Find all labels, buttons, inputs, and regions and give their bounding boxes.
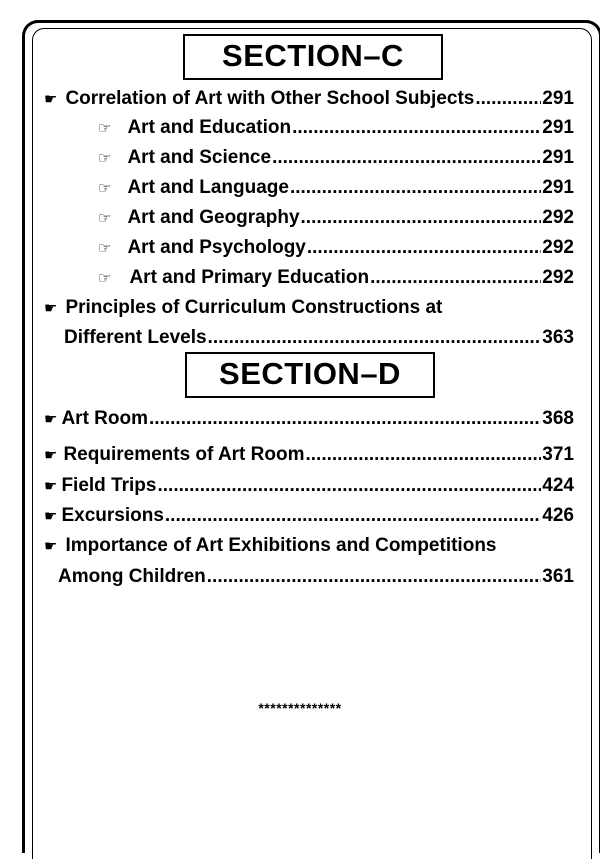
pointing-hand-solid-icon: ☛ (44, 477, 58, 495)
toc-entry-art-room[interactable]: ☛ Art Room ..... 368 (44, 406, 574, 432)
pointing-hand-outline-icon: ☞ (98, 239, 112, 257)
toc-entry-art-geography[interactable]: ☞ Art and Geography ..... 292 (98, 205, 574, 231)
leader-dots (208, 327, 542, 349)
section-c-heading: SECTION–C (183, 34, 443, 80)
toc-entry-exhibitions-line2[interactable]: Among Children ..... 361 (58, 564, 574, 590)
toc-entry-exhibitions-line1[interactable]: ☛ Importance of Art Exhibitions and Competitions (44, 535, 497, 556)
pointing-hand-outline-icon: ☞ (98, 149, 112, 167)
toc-entry-curriculum-line1[interactable]: ☛ Principles of Curriculum Constructions at (44, 297, 443, 318)
section-d-heading: SECTION–D (185, 352, 435, 398)
leader-dots (149, 408, 541, 430)
toc-entry-requirements[interactable]: ☛ Requirements of Art Room ..... 371 (44, 442, 574, 468)
pointing-hand-solid-icon: ☛ (44, 90, 58, 108)
leader-dots (165, 505, 541, 527)
leader-dots (207, 566, 542, 588)
pointing-hand-solid-icon: ☛ (44, 446, 58, 464)
leader-dots (370, 267, 541, 289)
pointing-hand-outline-icon: ☞ (98, 269, 112, 287)
pointing-hand-outline-icon: ☞ (98, 179, 112, 197)
leader-dots (292, 117, 541, 139)
leader-dots (157, 475, 541, 497)
end-stars: ************** (258, 700, 342, 716)
leader-dots (307, 237, 541, 259)
toc-entry-art-language[interactable]: ☞ Art and Language ..... 291 (98, 175, 574, 201)
leader-dots (306, 444, 542, 466)
leader-dots (290, 177, 541, 199)
pointing-hand-solid-icon: ☛ (44, 507, 58, 525)
toc-entry-curriculum-line2[interactable]: Different Levels ..... 363 (64, 325, 574, 351)
toc-entry-excursions[interactable]: ☛ Excursions ..... 426 (44, 503, 574, 529)
leader-dots (272, 147, 541, 169)
toc-entry-art-psychology[interactable]: ☞ Art and Psychology ..... 292 (98, 235, 574, 261)
toc-entry-field-trips[interactable]: ☛ Field Trips ..... 424 (44, 473, 574, 499)
leader-dots (475, 88, 541, 110)
toc-entry-art-primary-education[interactable]: ☞ Art and Primary Education ..... 292 (98, 265, 574, 291)
pointing-hand-outline-icon: ☞ (98, 119, 112, 137)
leader-dots (301, 207, 542, 229)
toc-entry-correlation[interactable]: ☛ Correlation of Art with Other School Subjects ..... 291 (44, 86, 574, 112)
toc-entry-art-science[interactable]: ☞ Art and Science ..... 291 (98, 145, 574, 171)
pointing-hand-solid-icon: ☛ (44, 537, 58, 555)
pointing-hand-outline-icon: ☞ (98, 209, 112, 227)
toc-entry-art-education[interactable]: ☞ Art and Education ..... 291 (98, 115, 574, 141)
pointing-hand-solid-icon: ☛ (44, 410, 58, 428)
pointing-hand-solid-icon: ☛ (44, 299, 58, 317)
